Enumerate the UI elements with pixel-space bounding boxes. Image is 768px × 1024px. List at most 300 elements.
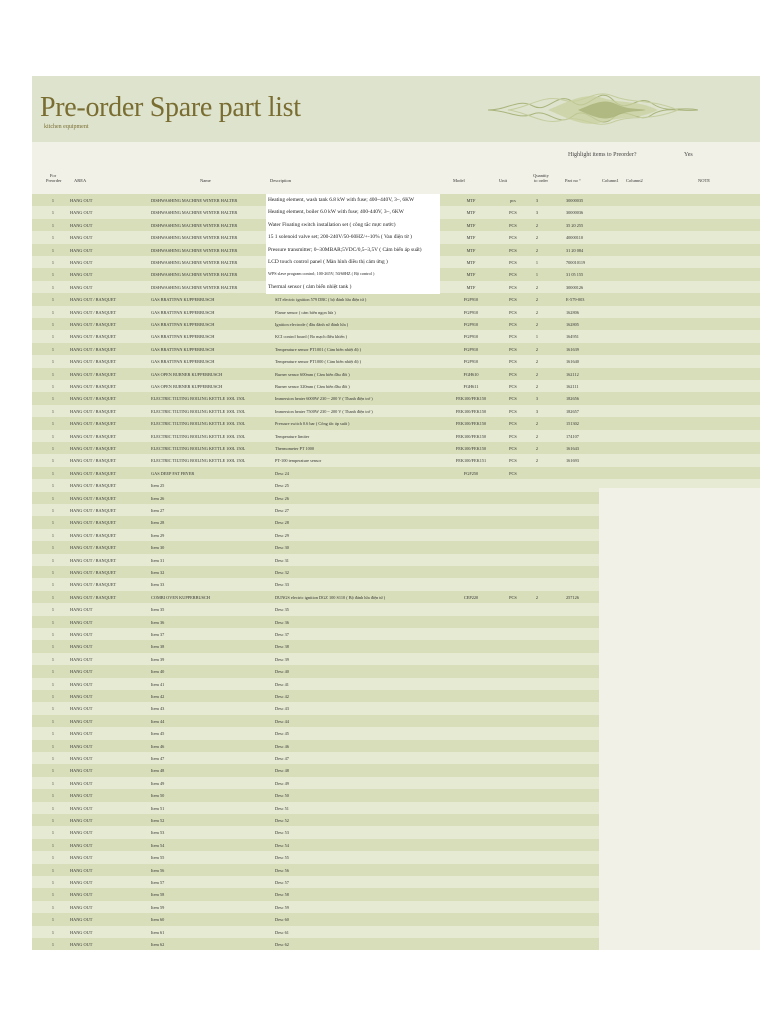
cell-area: HANG OUT / BANQUET [70, 359, 117, 365]
cell-name: DISHWASHING MACHINE WINTER HALTER [151, 222, 238, 228]
cell-area: HANG OUT / BANQUET [70, 384, 117, 389]
cell-fp: 1 [51, 222, 55, 228]
cell-area: HANG OUT [70, 880, 93, 885]
table-row[interactable] [32, 392, 760, 404]
cell-name: Item 31 [151, 557, 165, 563]
cell-name: Item 28 [151, 520, 165, 526]
cell-desc: Desc 58 [275, 892, 289, 898]
cell-fp: 1 [51, 322, 55, 327]
cell-area: HANG OUT / BANQUET [70, 371, 117, 377]
cell-area: HANG OUT [70, 210, 93, 216]
cell-desc: PT-100 temperature sensor [275, 458, 322, 464]
cell-unit: PCS [509, 260, 517, 265]
cell-desc: Pressure switch 0.6 bar ( Công tắc áp suất ) [275, 421, 350, 427]
cell-area: HANG OUT [70, 260, 93, 265]
cell-desc: Desc 60 [275, 917, 289, 923]
cell-desc: Desc 40 [275, 669, 289, 675]
table-row[interactable] [32, 541, 599, 553]
cell-qty: 2 [535, 594, 539, 600]
header-quantity: Quantity to order [533, 173, 549, 183]
table-row[interactable] [32, 516, 599, 528]
cell-area: HANG OUT [70, 222, 93, 228]
cell-part: 161639 [566, 346, 579, 352]
table-row[interactable] [32, 405, 760, 417]
cell-area: HANG OUT / BANQUET [70, 309, 117, 315]
cell-desc: Desc 57 [275, 880, 289, 885]
cell-unit: PCS [509, 334, 517, 340]
cell-model: FEK100/FEK150 [455, 446, 487, 451]
table-row[interactable] [32, 926, 599, 938]
table-row[interactable] [32, 318, 760, 330]
table-row[interactable] [32, 901, 599, 913]
cell-unit: PCS [509, 470, 517, 476]
cell-fp: 1 [51, 867, 55, 873]
cell-name: GAS BRATTPAN KUPPERBUSCH [151, 322, 215, 327]
table-row[interactable] [32, 702, 599, 714]
cell-fp: 1 [51, 446, 55, 451]
cell-area: HANG OUT / BANQUET [70, 433, 117, 439]
header-column2: Column2 [626, 178, 643, 183]
cell-area: HANG OUT [70, 830, 93, 836]
table-row[interactable] [32, 628, 599, 640]
cell-name: Item 44 [151, 718, 165, 724]
cell-model: FGF250 [463, 470, 479, 476]
cell-name: Item 62 [151, 942, 165, 947]
table-row[interactable] [32, 442, 760, 454]
table-row[interactable] [32, 343, 760, 355]
cell-fp: 1 [51, 309, 55, 315]
cell-qty: 2 [535, 359, 539, 365]
cell-unit: PCS [509, 284, 517, 290]
table-row[interactable] [32, 578, 599, 590]
description-overlay [266, 194, 440, 294]
cell-fp: 1 [51, 247, 55, 253]
table-row[interactable] [32, 715, 599, 727]
cell-name: DISHWASHING MACHINE WINTER HALTER [151, 210, 238, 216]
cell-desc: Desc 54 [275, 842, 289, 848]
cell-part: 182656 [566, 396, 579, 402]
table-row[interactable] [32, 529, 599, 541]
cell-desc: Desc 24 [275, 470, 289, 476]
cell-part: 162111 [566, 384, 579, 389]
cell-fp: 1 [51, 892, 55, 898]
cell-name: Item 36 [151, 619, 165, 625]
cell-area: HANG OUT [70, 644, 93, 650]
cell-fp: 1 [51, 793, 55, 799]
table-row[interactable] [32, 665, 599, 677]
cell-desc: Desc 43 [275, 706, 289, 712]
page-subtitle: kitchen equipment [44, 124, 89, 130]
cell-part: 161693 [566, 458, 579, 464]
cell-name: Item 46 [151, 743, 165, 749]
cell-unit: PCS [509, 309, 517, 315]
cell-fp: 1 [51, 805, 55, 811]
cell-part: 30000126 [566, 284, 584, 290]
cell-qty: 2 [535, 284, 539, 290]
cell-area: HANG OUT [70, 942, 93, 947]
cell-name: GAS DEEP FAT FRYER [151, 470, 195, 476]
cell-area: HANG OUT / BANQUET [70, 446, 117, 451]
cell-name: Item 45 [151, 731, 165, 737]
cell-desc: Desc 27 [275, 508, 289, 513]
cell-qty: 3 [535, 396, 539, 402]
cell-fp: 1 [51, 904, 55, 910]
cell-desc: Desc 26 [275, 495, 289, 501]
cell-part: 30000035 [566, 198, 584, 203]
cell-area: HANG OUT / BANQUET [70, 520, 117, 526]
cell-area: HANG OUT [70, 892, 93, 898]
cell-fp: 1 [51, 570, 55, 575]
wave-decoration-icon [488, 80, 698, 138]
table-row[interactable] [32, 467, 760, 479]
cell-name: Item 56 [151, 867, 165, 873]
cell-desc: Desc 42 [275, 694, 289, 699]
cell-unit: PCS [509, 346, 517, 352]
cell-desc: Desc 29 [275, 532, 289, 538]
cell-area: HANG OUT [70, 805, 93, 811]
cell-area: HANG OUT / BANQUET [70, 557, 117, 563]
cell-desc: Ignition electrode ( đầu đánh sứ đánh lửa ) [275, 322, 349, 327]
cell-model: FEK100/FEK150 [455, 396, 487, 402]
cell-fp: 1 [51, 644, 55, 650]
cell-model: FGP910 [463, 359, 479, 365]
cell-fp: 1 [51, 582, 55, 588]
cell-area: HANG OUT / BANQUET [70, 421, 117, 427]
cell-qty: 2 [535, 309, 539, 315]
cell-area: HANG OUT [70, 731, 93, 737]
cell-fp: 1 [51, 669, 55, 675]
table-row[interactable] [32, 616, 599, 628]
cell-model: FGP910 [463, 322, 479, 327]
cell-area: HANG OUT [70, 284, 93, 290]
cell-name: ELECTRIC TILTING BOILING KETTLE 100L 150L [151, 446, 246, 451]
cell-part: 40000110 [566, 235, 584, 241]
title-banner [32, 76, 760, 142]
cell-desc: Desc 56 [275, 867, 289, 873]
cell-name: DISHWASHING MACHINE WINTER HALTER [151, 284, 238, 290]
table-row[interactable] [32, 777, 599, 789]
table-row[interactable] [32, 430, 760, 442]
cell-fp: 1 [51, 594, 55, 600]
table-row[interactable] [32, 368, 760, 380]
cell-model: MTF [466, 222, 476, 228]
cell-unit: PCS [509, 384, 517, 389]
cell-area: HANG OUT / BANQUET [70, 483, 117, 489]
cell-name: GAS OPEN BURNER KUPPERBUSCH [151, 371, 223, 377]
cell-area: HANG OUT [70, 842, 93, 848]
cell-name: Item 51 [151, 805, 165, 811]
cell-desc: Desc 41 [275, 681, 289, 687]
cell-fp: 1 [51, 284, 55, 290]
cell-desc: Desc 30 [275, 545, 289, 551]
cell-area: HANG OUT [70, 198, 93, 203]
description-line: Heating element, wash tank 6.8 kW with fuse; 400~440V, 3~, 6KW [268, 197, 415, 203]
cell-model: FGP910 [463, 297, 479, 303]
table-row[interactable] [32, 678, 599, 690]
cell-name: DISHWASHING MACHINE WINTER HALTER [151, 198, 238, 203]
cell-part: 161640 [566, 359, 579, 365]
cell-model: MTF [466, 272, 476, 278]
cell-area: HANG OUT / BANQUET [70, 346, 117, 352]
cell-model: CEP220 [463, 594, 479, 600]
cell-desc: Flame sensor ( cảm biến ngọn lửa ) [275, 309, 336, 315]
table-row[interactable] [32, 913, 599, 925]
cell-qty: 3 [535, 210, 539, 216]
cell-area: HANG OUT [70, 706, 93, 712]
description-line: Pressure transmitter; 0~30MBAR;5VDC/0,5~3,5V ( Cảm biến áp suất) [268, 246, 422, 253]
table-row[interactable] [32, 802, 599, 814]
cell-area: HANG OUT [70, 272, 93, 278]
cell-desc: Desc 46 [275, 743, 289, 749]
table-row[interactable] [32, 690, 599, 702]
cell-desc: Thermometer PT 1000 [275, 446, 315, 451]
cell-model: FGP910 [463, 346, 479, 352]
cell-name: Item 61 [151, 929, 165, 935]
table-row[interactable] [32, 591, 599, 603]
table-row[interactable] [32, 888, 599, 900]
highlight-value[interactable]: Yes [684, 152, 693, 158]
cell-desc: Desc 32 [275, 570, 289, 575]
cell-part: 35 20 255 [566, 222, 584, 228]
cell-name: Item 32 [151, 570, 165, 575]
cell-desc: Desc 31 [275, 557, 289, 563]
cell-fp: 1 [51, 483, 55, 489]
cell-name: Item 27 [151, 508, 165, 513]
table-row[interactable] [32, 814, 599, 826]
cell-desc: Desc 45 [275, 731, 289, 737]
description-line: LCD touch control panel ( Màn hình điều thị cảm ứng ) [268, 259, 388, 265]
table-row[interactable] [32, 653, 599, 665]
cell-fp: 1 [51, 532, 55, 538]
header-unit: Unit [499, 178, 508, 183]
cell-part: 151302 [566, 421, 579, 427]
table-row[interactable] [32, 492, 599, 504]
cell-unit: PCS [509, 421, 517, 427]
cell-fp: 1 [51, 545, 55, 551]
cell-desc: DUNGS electric ignition DGZ 100 S110 ( Bộ đánh lửa điện tử ) [275, 594, 386, 600]
cell-desc: SIT electric ignition 579 DBC ( bộ đánh lửa điện tử ) [275, 297, 367, 303]
cell-desc: Immersion heater 6000W 230 ~ 200 V ( Thanh điện trở ) [275, 396, 373, 402]
cell-fp: 1 [51, 607, 55, 613]
cell-name: Item 35 [151, 607, 165, 613]
cell-name: Item 42 [151, 694, 165, 699]
cell-area: HANG OUT [70, 656, 93, 662]
cell-fp: 1 [51, 830, 55, 836]
table-row[interactable] [32, 417, 760, 429]
cell-part: 162112 [566, 371, 579, 377]
table-row[interactable] [32, 839, 599, 851]
cell-name: ELECTRIC TILTING BOILING KETTLE 100L 150L [151, 396, 246, 402]
table-row[interactable] [32, 826, 599, 838]
cell-desc: Immersion heater 7500W 230 ~ 200 V ( Thanh điện trở ) [275, 408, 373, 414]
cell-qty: 2 [535, 384, 539, 389]
cell-unit: PCS [509, 408, 517, 414]
cell-model: FGP910 [463, 334, 479, 340]
cell-fp: 1 [51, 880, 55, 885]
cell-fp: 1 [51, 842, 55, 848]
cell-name: Item 25 [151, 483, 165, 489]
cell-model: FGP910 [463, 309, 479, 315]
cell-area: HANG OUT [70, 694, 93, 699]
table-row[interactable] [32, 764, 599, 776]
cell-name: DISHWASHING MACHINE WINTER HALTER [151, 247, 238, 253]
cell-part: 164951 [566, 334, 579, 340]
cell-fp: 1 [51, 743, 55, 749]
table-row[interactable] [32, 504, 599, 516]
table-row[interactable] [32, 355, 760, 367]
cell-area: HANG OUT [70, 743, 93, 749]
cell-area: HANG OUT [70, 619, 93, 625]
cell-desc: Temperature sensor PT1001 ( Cảm biến nhiệt độ ) [275, 346, 362, 352]
cell-area: HANG OUT [70, 756, 93, 761]
cell-name: Item 29 [151, 532, 165, 538]
highlight-label: Highlight items to Preorder? [568, 152, 637, 158]
table-row[interactable] [32, 566, 599, 578]
table-header [32, 170, 760, 194]
cell-fp: 1 [51, 632, 55, 637]
cell-area: HANG OUT / BANQUET [70, 458, 117, 464]
cell-fp: 1 [51, 346, 55, 352]
cell-qty: 3 [535, 408, 539, 414]
cell-fp: 1 [51, 297, 55, 303]
description-line: Water Floating switch installation set ( công tắc mực nước) [268, 221, 396, 228]
cell-desc: Desc 55 [275, 855, 289, 861]
table-row[interactable] [32, 306, 760, 318]
cell-model: MTF [466, 284, 476, 290]
cell-area: HANG OUT [70, 607, 93, 613]
cell-fp: 1 [51, 421, 55, 427]
table-row[interactable] [32, 603, 599, 615]
cell-part: E-579-003 [566, 297, 585, 303]
cell-fp: 1 [51, 508, 55, 513]
cell-qty: 2 [535, 322, 539, 327]
table-row[interactable] [32, 789, 599, 801]
cell-part: 162806 [566, 309, 579, 315]
cell-fp: 1 [51, 272, 55, 278]
spreadsheet-sheet [32, 76, 760, 950]
table-row[interactable] [32, 876, 599, 888]
cell-qty: 2 [535, 297, 539, 303]
cell-part: 31 05 155 [566, 272, 584, 278]
cell-desc: Burner sensor 320mm ( Cảm biến đầu đốt ) [275, 384, 350, 389]
empty-area [599, 488, 760, 950]
table-row[interactable] [32, 740, 599, 752]
cell-fp: 1 [51, 768, 55, 774]
cell-fp: 1 [51, 619, 55, 625]
table-row[interactable] [32, 864, 599, 876]
cell-qty: 1 [535, 260, 539, 265]
cell-area: HANG OUT / BANQUET [70, 297, 117, 303]
cell-fp: 1 [51, 855, 55, 861]
cell-part: 161643 [566, 446, 579, 451]
table-row[interactable] [32, 938, 599, 950]
table-row[interactable] [32, 752, 599, 764]
header-model: Model [453, 178, 465, 183]
cell-name: Item 43 [151, 706, 165, 712]
cell-area: HANG OUT / BANQUET [70, 594, 117, 600]
cell-area: HANG OUT / BANQUET [70, 408, 117, 414]
cell-desc: Temperature sensor PT1000 ( Cảm biến nhiệt độ ) [275, 359, 362, 365]
cell-unit: PCS [509, 371, 517, 377]
cell-desc: Desc 44 [275, 718, 289, 724]
cell-area: HANG OUT [70, 669, 93, 675]
header-area: AREA [74, 178, 87, 183]
cell-name: GAS BRATTPAN KUPPERBUSCH [151, 297, 215, 303]
cell-area: HANG OUT [70, 247, 93, 253]
cell-desc: Desc 37 [275, 632, 289, 637]
description-line: Heating element, boiler 6.0 kW with fuse; 400-440V, 3~, 6KW [268, 209, 404, 216]
cell-desc: Burner sensor 600mm ( Cảm biến đầu đốt ) [275, 371, 350, 377]
table-row[interactable] [32, 727, 599, 739]
cell-part: 30000036 [566, 210, 584, 216]
cell-unit: PCS [509, 247, 517, 253]
cell-fp: 1 [51, 706, 55, 712]
cell-fp: 1 [51, 942, 55, 947]
cell-desc: Desc 50 [275, 793, 289, 799]
header-description: Description [270, 178, 291, 183]
cell-unit: pcs [510, 198, 516, 203]
cell-qty: 2 [535, 371, 539, 377]
cell-name: DISHWASHING MACHINE WINTER HALTER [151, 272, 238, 278]
table-row[interactable] [32, 851, 599, 863]
cell-unit: PCS [509, 297, 517, 303]
cell-name: Item 59 [151, 904, 165, 910]
cell-fp: 1 [51, 384, 55, 389]
cell-fp: 1 [51, 235, 55, 241]
cell-area: HANG OUT / BANQUET [70, 545, 117, 551]
cell-unit: PCS [509, 446, 517, 451]
cell-name: Item 26 [151, 495, 165, 501]
cell-area: HANG OUT [70, 793, 93, 799]
cell-qty: 2 [535, 446, 539, 451]
header-name: Name [200, 178, 211, 183]
cell-fp: 1 [51, 408, 55, 414]
cell-area: HANG OUT [70, 917, 93, 923]
cell-fp: 1 [51, 780, 55, 786]
cell-name: Item 38 [151, 644, 165, 650]
cell-name: DISHWASHING MACHINE WINTER HALTER [151, 260, 238, 265]
cell-name: COMBI OVEN KUPPERBUSCH [151, 594, 210, 600]
table-row[interactable] [32, 330, 760, 342]
cell-desc: Desc 49 [275, 780, 289, 786]
cell-area: HANG OUT / BANQUET [70, 470, 117, 476]
cell-qty: 1 [535, 334, 539, 340]
cell-desc: Desc 62 [275, 942, 289, 947]
table-row[interactable] [32, 380, 760, 392]
cell-area: HANG OUT / BANQUET [70, 322, 117, 327]
cell-name: ELECTRIC TILTING BOILING KETTLE 100L 150L [151, 421, 246, 427]
table-row[interactable] [32, 454, 760, 466]
cell-fp: 1 [51, 917, 55, 923]
description-line: WPS slave program control; 100-265V; 50/60HZ ( Bộ control ) [268, 271, 375, 277]
cell-fp: 1 [51, 470, 55, 476]
cell-area: HANG OUT [70, 818, 93, 823]
cell-name: Item 49 [151, 780, 165, 786]
cell-area: HANG OUT [70, 867, 93, 873]
table-row[interactable] [32, 554, 599, 566]
table-row[interactable] [32, 293, 760, 305]
cell-name: Item 58 [151, 892, 165, 898]
cell-fp: 1 [51, 718, 55, 724]
cell-name: Item 41 [151, 681, 165, 687]
cell-fp: 1 [51, 731, 55, 737]
cell-desc: Desc 39 [275, 656, 289, 662]
cell-qty: 2 [535, 235, 539, 241]
cell-name: Item 52 [151, 818, 165, 823]
table-row[interactable] [32, 640, 599, 652]
cell-area: HANG OUT / BANQUET [70, 334, 117, 340]
cell-qty: 2 [535, 458, 539, 464]
